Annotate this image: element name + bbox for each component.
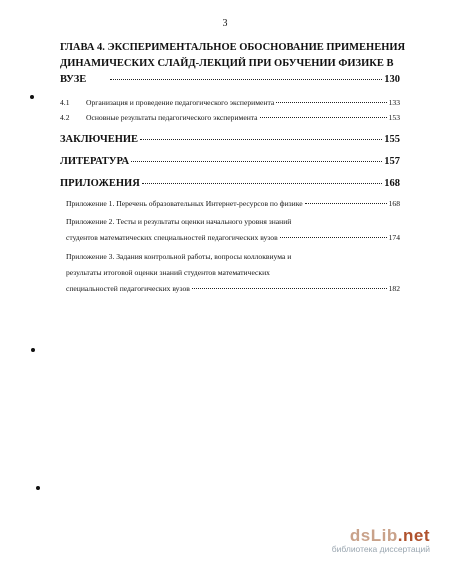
toc-appendix-1[interactable] xyxy=(66,196,400,212)
dot-leader xyxy=(140,139,382,140)
dot-leader xyxy=(110,79,382,80)
appendix-title-line: специальностей педагогических вузов xyxy=(66,284,190,293)
chapter-title-line-2: ДИНАМИЧЕСКИХ СЛАЙД-ЛЕКЦИЙ ПРИ ОБУЧЕНИИ ФИЗИКЕ В xyxy=(60,58,394,69)
dot-leader xyxy=(305,203,387,204)
appendix-title-line: Приложение 3. Задания контрольной работы, вопросы коллоквиума и xyxy=(66,252,292,261)
toc-appendix-3[interactable] xyxy=(66,249,400,297)
section-title: Основные результаты педагогического эксперимента xyxy=(86,113,258,122)
page-ref: 133 xyxy=(388,98,400,107)
dot-leader xyxy=(260,117,387,118)
dot-leader xyxy=(192,288,387,289)
toc-appendices[interactable] xyxy=(60,178,400,189)
appendix-title-line: Приложение 2. Тесты и результаты оценки начального уровня знаний xyxy=(66,217,292,226)
section-number: 4.2 xyxy=(60,113,70,122)
entry-title: ПРИЛОЖЕНИЯ xyxy=(60,178,140,189)
section-number: 4.1 xyxy=(60,98,70,107)
dot-leader xyxy=(280,237,387,238)
appendix-title: Приложение 1. Перечень образовательных Интернет-ресурсов по физике xyxy=(66,199,303,208)
watermark-logo-accent: .net xyxy=(397,526,430,545)
dot-leader xyxy=(131,161,382,162)
scan-mark xyxy=(36,486,40,490)
entry-title: ЗАКЛЮЧЕНИЕ xyxy=(60,134,139,145)
watermark-logo-main: dsLib xyxy=(349,526,398,545)
dot-leader xyxy=(142,183,382,184)
scan-mark xyxy=(31,348,35,352)
toc-section-4-2[interactable] xyxy=(60,112,400,124)
dot-leader xyxy=(276,102,386,103)
toc-literature[interactable] xyxy=(60,156,400,167)
toc-appendix-2[interactable] xyxy=(66,214,400,246)
section-title: Организация и проведение педагогического эксперимента xyxy=(86,98,275,107)
page-ref: 130 xyxy=(384,74,400,85)
page-ref: 155 xyxy=(384,134,400,145)
toc-chapter-4[interactable] xyxy=(60,40,406,88)
chapter-title-line-1: ГЛАВА 4. ЭКСПЕРИМЕНТАЛЬНОЕ ОБОСНОВАНИЕ ПРИМЕНЕНИЯ xyxy=(60,42,406,53)
toc-conclusion[interactable] xyxy=(60,134,400,145)
appendix-title-line: студентов математических специальностей педагогических вузов xyxy=(66,233,278,242)
page-number: 3 xyxy=(222,18,228,29)
page-ref: 153 xyxy=(388,113,400,122)
page-ref: 168 xyxy=(384,178,400,189)
page-ref: 174 xyxy=(388,233,400,242)
toc-section-4-1[interactable] xyxy=(60,97,400,109)
appendix-title-line: результаты итоговой оценки знаний студентов математических xyxy=(66,268,270,277)
page-ref: 157 xyxy=(384,156,400,167)
entry-title: ЛИТЕРАТУРА xyxy=(60,156,130,167)
watermark-logo xyxy=(280,526,430,546)
watermark xyxy=(280,526,430,554)
page-ref: 168 xyxy=(388,199,400,208)
chapter-title-line-3: ВУЗЕ xyxy=(60,74,87,85)
page-ref: 182 xyxy=(388,284,400,293)
watermark-subtitle: библиотека диссертаций xyxy=(331,544,430,554)
scan-mark xyxy=(30,95,34,99)
